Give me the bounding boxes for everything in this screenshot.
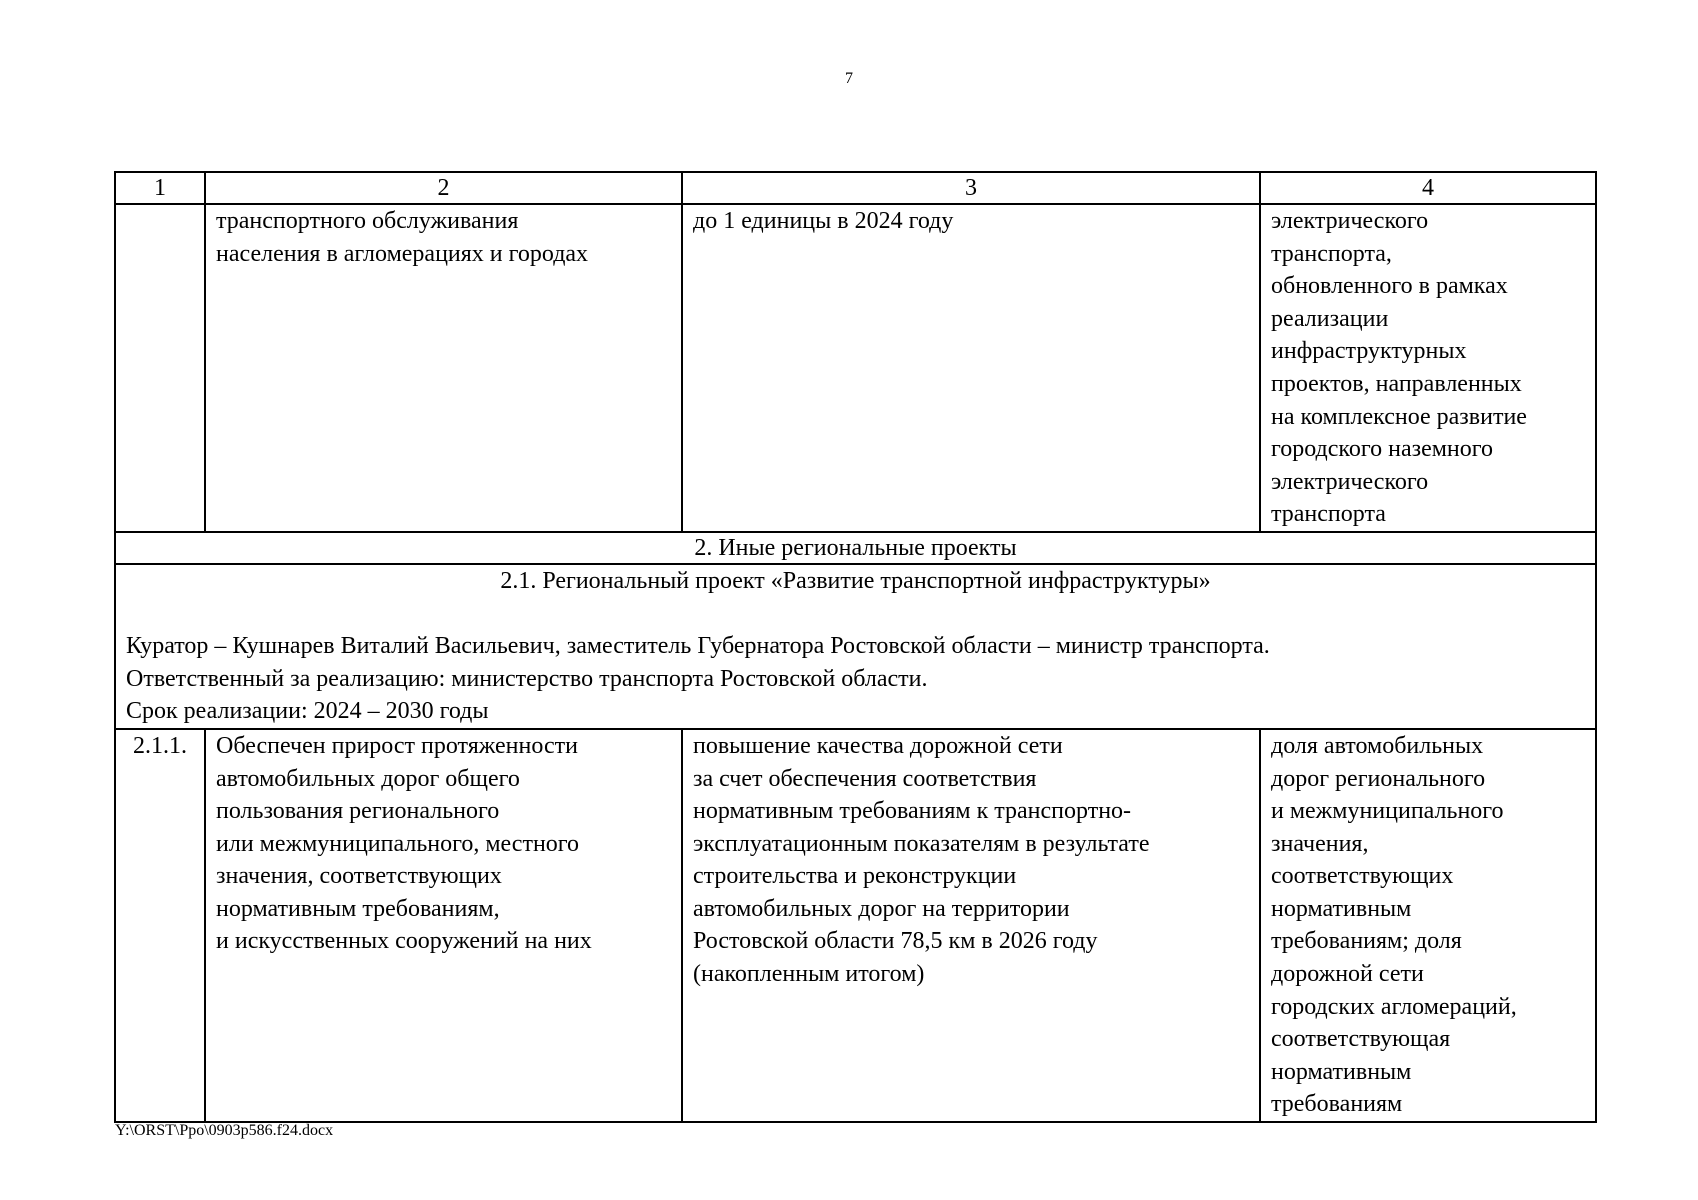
table-row [115, 729, 1596, 1122]
section-title: 2. Иные региональные проекты [115, 532, 1596, 564]
project-block [115, 564, 1596, 729]
row-number-cell: 2.1.1. [115, 729, 205, 1122]
project-row [115, 564, 1596, 729]
footer-file-path: Y:\ORST\Ppo\0903p586.f24.docx [115, 1122, 334, 1139]
project-spacer [126, 598, 1585, 631]
project-title: 2.1. Региональный проект «Развитие транспортной инфраструктуры» [500, 567, 1211, 594]
page-number: 7 [845, 70, 853, 87]
document-table [114, 171, 1597, 1123]
header-cell-1: 1 [115, 172, 205, 204]
project-curator: Куратор – Кушнарев Виталий Васильевич, заместитель Губернатора Ростовской области – министр транспорта. [126, 633, 1270, 660]
result-cell: до 1 единицы в 2024 году [682, 204, 1260, 532]
indicator-cell: доля автомобильных дорог регионального и межмуниципального значения, соответствующих нормативным требованиям; доля дорожной сети городских агломераций, соответствующая нормативным требованиям [1260, 729, 1596, 1122]
goal-cell: Обеспечен прирост протяженности автомобильных дорог общего пользования регионального или межмуниципального, местного значения, соответствующих нормативным требованиям, и искусственных сооружений на них [205, 729, 682, 1122]
indicator-cell: электрического транспорта, обновленного в рамках реализации инфраструктурных проектов, направленных на комплексное развитие городского наземного электрического транспорта [1260, 204, 1596, 532]
header-cell-3: 3 [682, 172, 1260, 204]
project-period: Срок реализации: 2024 – 2030 годы [126, 698, 489, 725]
row-number-cell [115, 204, 205, 532]
header-cell-2: 2 [205, 172, 682, 204]
goal-cell: транспортного обслуживания населения в агломерациях и городах [205, 204, 682, 532]
header-cell-4: 4 [1260, 172, 1596, 204]
project-responsible: Ответственный за реализацию: министерство транспорта Ростовской области. [126, 665, 928, 692]
section-row [115, 532, 1596, 564]
result-cell: повышение качества дорожной сети за счет обеспечения соответствия нормативным требованиям к транспортно- эксплуатационным показателям в результате строительства и реконструкции автомобильных дорог на территории Ростовской области 78,5 км в 2026 году (накопленным итогом) [682, 729, 1260, 1122]
table-row [115, 204, 1596, 532]
table-header-row [115, 172, 1596, 204]
